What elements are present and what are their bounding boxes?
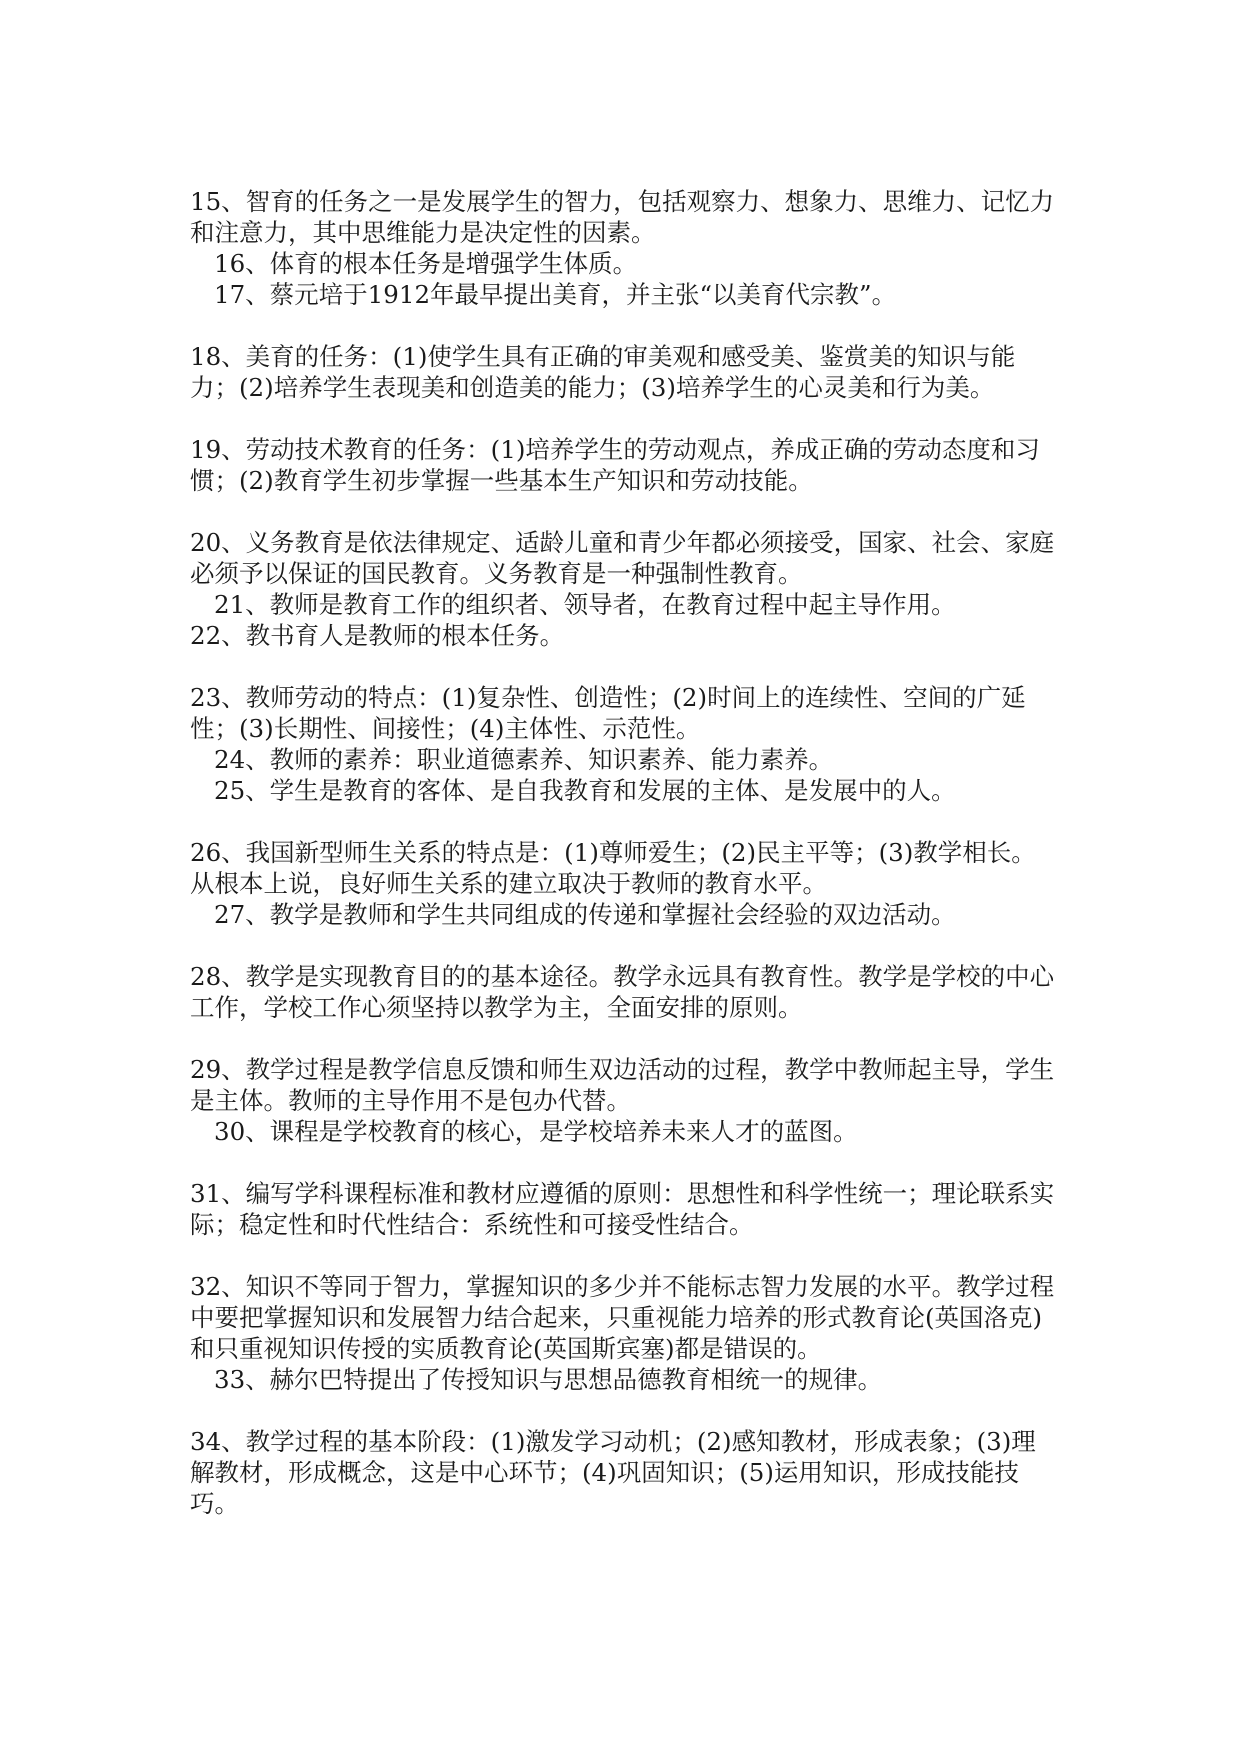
item-23: 23、教师劳动的特点：(1)复杂性、创造性；(2)时间上的连续性、空间的广延性；(3)长期性、间接性；(4)主体性、示范性。 (190, 683, 1026, 743)
item-27: 27、教学是教师和学生共同组成的传递和掌握社会经验的双边活动。 (214, 900, 956, 929)
item-25: 25、学生是教育的客体、是自我教育和发展的主体、是发展中的人。 (214, 776, 956, 805)
item-17: 17、蔡元培于1912年最早提出美育，并主张“以美育代宗教”。 (214, 280, 897, 309)
item-15: 15、智育的任务之一是发展学生的智力，包括观察力、想象力、思维力、记忆力和注意力，其中思维能力是决定性的因素。 (190, 187, 1055, 247)
item-33: 33、赫尔巴特提出了传授知识与思想品德教育相统一的规律。 (214, 1365, 883, 1394)
item-21: 21、教师是教育工作的组织者、领导者，在教育过程中起主导作用。 (214, 590, 956, 619)
item-30: 30、课程是学校教育的核心，是学校培养未来人才的蓝图。 (214, 1117, 858, 1146)
item-26: 26、我国新型师生关系的特点是：(1)尊师爱生；(2)民主平等；(3)教学相长。从根本上说，良好师生关系的建立取决于教师的教育水平。 (190, 838, 1036, 898)
document-page (190, 186, 1060, 1519)
item-19: 19、劳动技术教育的任务：(1)培养学生的劳动观点，养成正确的劳动态度和习惯；(2)教育学生初步掌握一些基本生产知识和劳动技能。 (190, 435, 1040, 495)
item-22: 22、教书育人是教师的根本任务。 (190, 621, 565, 650)
item-24: 24、教师的素养：职业道德素养、知识素养、能力素养。 (214, 745, 834, 774)
item-28: 28、教学是实现教育目的的基本途径。教学永远具有教育性。教学是学校的中心工作，学校工作心须坚持以教学为主，全面安排的原则。 (190, 962, 1055, 1022)
item-16: 16、体育的根本任务是增强学生体质。 (214, 249, 638, 278)
item-20: 20、义务教育是依法律规定、适龄儿童和青少年都必须接受，国家、社会、家庭必须予以保证的国民教育。义务教育是一种强制性教育。 (190, 528, 1055, 588)
item-32: 32、知识不等同于智力，掌握知识的多少并不能标志智力发展的水平。教学过程中要把掌握知识和发展智力结合起来，只重视能力培养的形式教育论(英国洛克)和只重视知识传授的实质教育论(英国斯宾塞)都是错误的。 (190, 1272, 1055, 1363)
item-29: 29、教学过程是教学信息反馈和师生双边活动的过程，教学中教师起主导，学生是主体。教师的主导作用不是包办代替。 (190, 1055, 1055, 1115)
item-18: 18、美育的任务：(1)使学生具有正确的审美观和感受美、鉴赏美的知识与能力；(2)培养学生表现美和创造美的能力；(3)培养学生的心灵美和行为美。 (190, 342, 1016, 402)
item-34: 34、教学过程的基本阶段：(1)激发学习动机；(2)感知教材，形成表象；(3)理解教材，形成概念，这是中心环节；(4)巩固知识；(5)运用知识，形成技能技巧。 (190, 1427, 1036, 1518)
item-31: 31、编写学科课程标准和教材应遵循的原则：思想性和科学性统一；理论联系实际；稳定性和时代性结合：系统性和可接受性结合。 (190, 1179, 1055, 1239)
